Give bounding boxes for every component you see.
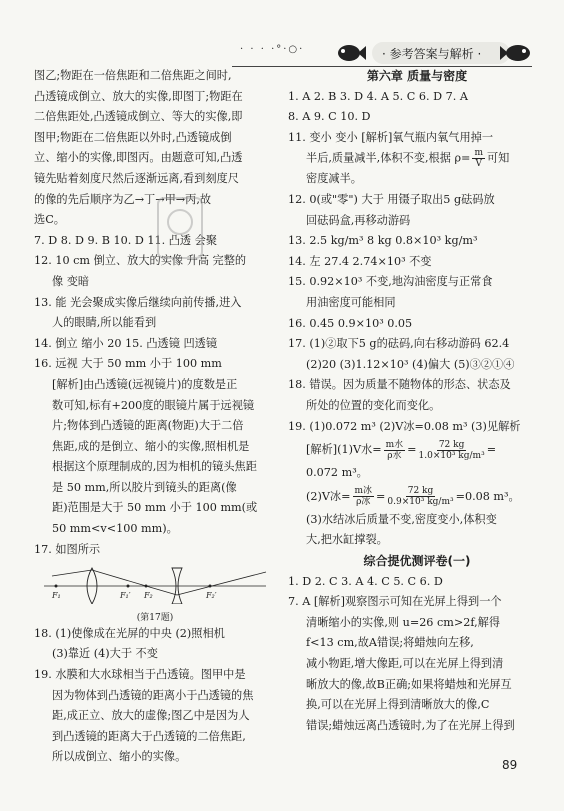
answer-line: 12. 10 cm 倒立、放大的实像 升高 完整的	[34, 254, 247, 268]
answer-line: 7. D 8. D 9. B 10. D 11. 凸透 会聚	[34, 233, 218, 247]
fraction-numerator: m冰	[354, 486, 373, 497]
right-column	[288, 66, 546, 736]
answer-line: 像 变暗	[52, 274, 90, 288]
analysis-line: 数可知,标有+200度的眼镜片属于远视镜	[52, 398, 255, 412]
test-title: 综合提优测评卷(一)	[363, 553, 471, 568]
answer-line: 14. 倒立 缩小 20 15. 凸透镜 凹透镜	[34, 336, 218, 350]
fraction-denominator: ρ冰	[356, 497, 371, 508]
analysis-line: f<13 cm,故A错误;将蜡烛向左移,	[306, 636, 474, 650]
text-line: 图甲;物距在二倍焦距以外时,凸透镜成倒	[34, 130, 232, 144]
watermark-stamp-icon	[150, 192, 210, 272]
text-line: 图乙;物距在一倍焦距和二倍焦距之间时,	[34, 69, 232, 82]
formula-line	[288, 148, 546, 169]
answer-line: 因为物体到凸透镜的距离小于凸透镜的焦	[52, 688, 254, 702]
fraction-denominator: V	[475, 159, 482, 170]
text-span: 半后,质量减半,体积不变,根据	[306, 151, 451, 165]
answer-line: 11. 变小 变小 [解析]氧气瓶内氧气用掉一	[288, 130, 494, 144]
answer-line: 8. A 9. C 10. D	[288, 110, 371, 124]
header-title: · 参考答案与解析 ·	[382, 47, 482, 61]
text-line: 立、缩小的实像,即图丙。由题意可知,凸透	[34, 151, 243, 165]
fraction	[387, 486, 453, 507]
fraction-numerator: 72 kg	[407, 486, 434, 497]
answer-line: 18. 错误。因为质量不随物体的形态、状态及	[288, 378, 511, 392]
answer-line: 7. A [解析]观察图示可知在光屏上得到一个	[288, 595, 502, 609]
text-span: [解析](1)V水=	[306, 443, 382, 457]
page-number: 89	[502, 758, 518, 772]
lens-diagram	[34, 564, 276, 624]
focus-label: F₂	[144, 591, 153, 601]
answer-line: 到凸透镜的距离大于凸透镜的二倍焦距,	[52, 729, 246, 743]
analysis-line: 焦距,成的是倒立、缩小的实像,照相机是	[52, 439, 250, 453]
page-header	[232, 34, 532, 68]
answer-line: 18. (1)使像成在光屏的中央 (2)照相机	[34, 626, 225, 640]
text-line: 凸透镜成倒立、放大的实像,即图丁;物距在	[34, 89, 243, 103]
decorative-dots: · · · ·°·○·	[240, 44, 305, 55]
answer-line: 密度减半。	[306, 172, 362, 186]
analysis-line: 根据这个原理制成的,因为相机的镜头焦距	[52, 460, 257, 474]
analysis-line: 换,可以在光屏上得到清晰放大的像,C	[306, 698, 490, 712]
fraction-denominator: 1.0×10³ kg/m³	[418, 450, 485, 461]
analysis-line: 距)范围是大于 50 mm 小于 100 mm(或	[52, 501, 258, 515]
formula-line	[288, 437, 546, 463]
text-span: 可知	[486, 151, 510, 165]
answer-line: 15. 0.92×10³ 不变,地沟油密度与正常食	[288, 275, 493, 289]
answer-line: 13. 2.5 kg/m³ 8 kg 0.8×10³ kg/m³	[288, 234, 478, 248]
analysis-line: 错误;蜡烛远离凸透镜时,为了在光屏上得到	[306, 718, 515, 732]
text-line: 镜先贴着刻度尺然后逐渐远离,看到刻度尺	[34, 171, 239, 185]
fraction	[384, 440, 406, 461]
text-line: 选C。	[34, 213, 65, 227]
answer-line: 16. 远视 大于 50 mm 小于 100 mm	[34, 357, 222, 371]
analysis-line: 清晰缩小的实像,则 u=26 cm>2f,解得	[306, 615, 501, 629]
focus-label: F₂′	[206, 591, 217, 601]
answer-line: 0.072 m³。	[306, 466, 368, 480]
answer-line: 12. 0(或"零") 大于 用镊子取出5 g砝码放	[288, 193, 495, 207]
text-line: 二倍焦距处,凸透镜成倒立、等大的实像,即	[34, 110, 243, 124]
focus-label: F₁	[52, 591, 61, 601]
chapter-title: 第六章 质量与密度	[366, 69, 468, 83]
answer-line: 所处的位置的变化而变化。	[306, 399, 441, 412]
text-span: =	[376, 489, 386, 503]
answer-line: 14. 左 27.4 2.74×10³ 不变	[288, 254, 432, 268]
answer-line: (3)靠近 (4)大于 不变	[52, 647, 158, 661]
analysis-line: 减小物距,增大像距,可以在光屏上得到清	[306, 656, 504, 670]
answer-line: 19. (1)0.072 m³ (2)V冰=0.08 m³ (3)见解析	[288, 419, 521, 433]
fraction	[472, 148, 485, 169]
answer-line: 1. A 2. B 3. D 4. A 5. C 6. D 7. A	[288, 89, 468, 103]
analysis-line: 片;物体到凸透镜的距离(物距)大于二倍	[52, 419, 244, 433]
text-span: =	[407, 443, 417, 457]
fraction-denominator: ρ水	[387, 450, 402, 461]
answer-line: 用油密度可能相同	[306, 296, 396, 310]
analysis-line: [解析]由凸透镜(远视镜片)的度数是正	[52, 377, 238, 391]
answer-line: 距,成正立、放大的虚像;图乙中是因为人	[52, 709, 250, 723]
answer-line: 16. 0.45 0.9×10³ 0.05	[288, 316, 413, 330]
answer-line: 所以成倒立、缩小的实像。	[52, 750, 187, 764]
figure-caption: (第17题)	[136, 612, 174, 623]
fish-icon	[336, 42, 366, 64]
analysis-line: 是 50 mm,所以胶片到镜头的距离(像	[52, 480, 237, 494]
text-span: =0.08 m³。	[455, 489, 520, 503]
fish-icon	[500, 42, 532, 64]
fraction-denominator: 0.9×10³ kg/m³	[387, 497, 454, 508]
analysis-line: 50 mm<v<100 mm)。	[52, 522, 178, 536]
answer-line: (3)水结冰后质量不变,密度变小,体积变	[306, 512, 497, 526]
formula-line	[288, 484, 546, 510]
answer-line: 回砝码盒,再移动游码	[306, 213, 411, 227]
focus-label: F₁′	[120, 591, 131, 601]
fraction-numerator: m	[474, 148, 483, 159]
text-span: =	[486, 443, 497, 457]
fraction-numerator: m水	[385, 439, 404, 450]
lens-diagram-svg	[34, 564, 276, 604]
answer-line: 17. 如图所示	[34, 542, 101, 556]
answer-line: 大,把水缸撑裂。	[306, 533, 388, 547]
answer-line: 人的眼睛,所以能看到	[52, 316, 157, 330]
fraction-numerator: 72 kg	[438, 439, 465, 450]
answer-line: 17. (1)②取下5 g的砝码,向右移动游码 62.4	[288, 337, 510, 351]
answer-line: 1. D 2. C 3. A 4. C 5. C 6. D	[288, 574, 443, 588]
left-column	[34, 66, 276, 768]
fraction	[353, 486, 375, 507]
text-span: (2)V冰=	[306, 489, 351, 503]
answer-line: (2)20 (3)1.12×10³ (4)偏大 (5)③②①④	[306, 357, 515, 371]
rho-symbol: ρ=	[454, 151, 471, 165]
answer-line: 13. 能 光会聚成实像后继续向前传播,进入	[34, 295, 242, 309]
answer-line: 19. 水膜和大水球相当于凸透镜。图甲中是	[34, 668, 246, 682]
analysis-line: 晰放大的像,故B正确;如果将蜡烛和光屏互	[306, 677, 512, 691]
text-line: 的像的先后顺序为乙→丁→甲→丙,故	[34, 192, 212, 206]
fraction	[419, 440, 485, 461]
